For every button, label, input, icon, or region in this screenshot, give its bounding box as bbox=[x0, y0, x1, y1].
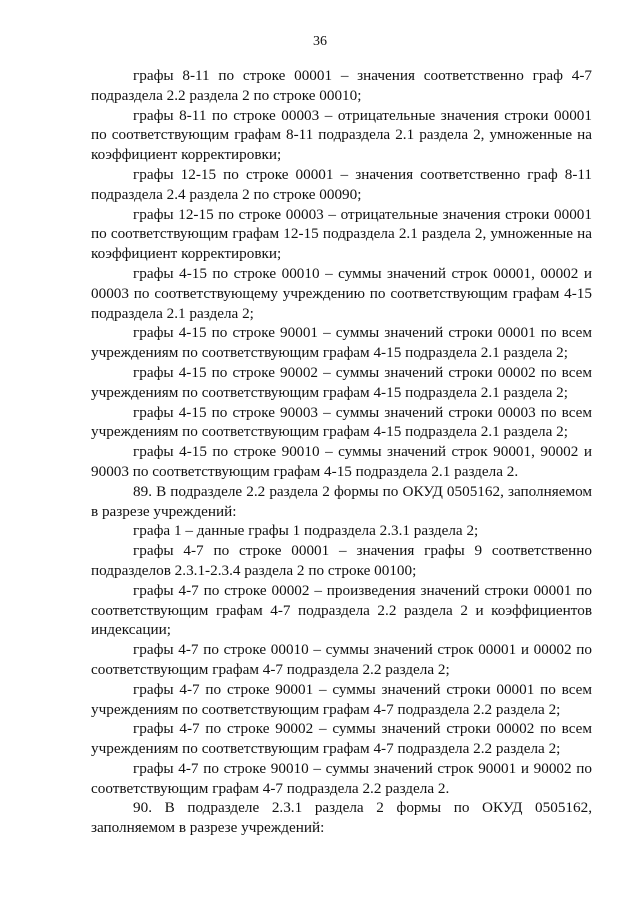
numbered-paragraph-90: 90. В подразделе 2.3.1 раздела 2 формы по ОКУД 0505162, заполняемом в разрезе учреждений: bbox=[91, 799, 592, 837]
paragraph: графы 4-15 по строке 00010 – суммы значений строк 00001, 00002 и 00003 по соответствующему учреждению по соответствующим графам 4-15 подраздела 2.1 раздела 2; bbox=[91, 264, 592, 322]
paragraph: графы 12-15 по строке 00003 – отрицательные значения строки 00001 по соответствующим графам 12-15 подраздела 2.1 раздела 2, умноженные на коэффициент корректировки; bbox=[91, 205, 592, 263]
paragraph: графы 12-15 по строке 00001 – значения соответственно граф 8-11 подраздела 2.4 раздела 2 по строке 00090; bbox=[91, 165, 592, 203]
paragraph: графы 8-11 по строке 00003 – отрицательные значения строки 00001 по соответствующим графам 8-11 подраздела 2.1 раздела 2, умноженные на коэффициент корректировки; bbox=[91, 106, 592, 164]
numbered-paragraph-89: 89. В подразделе 2.2 раздела 2 формы по ОКУД 0505162, заполняемом в разрезе учреждений: bbox=[91, 482, 592, 520]
paragraph: графы 4-7 по строке 90010 – суммы значений строк 90001 и 90002 по соответствующим графам 4-7 подраздела 2.2 раздела 2. bbox=[91, 759, 592, 797]
paragraph: графы 4-7 по строке 90002 – суммы значений строки 00002 по всем учреждениям по соответствующим графам 4-7 подраздела 2.2 раздела 2; bbox=[91, 720, 592, 758]
page-number: 36 bbox=[313, 34, 327, 49]
paragraph: графа 1 – данные графы 1 подраздела 2.3.1 раздела 2; bbox=[133, 522, 479, 540]
paragraph: графы 4-15 по строке 90003 – суммы значений строки 00003 по всем учреждениям по соответствующим графам 4-15 подраздела 2.1 раздела 2; bbox=[91, 403, 592, 441]
paragraph: графы 4-7 по строке 00001 – значения графы 9 соответственно подразделов 2.3.1-2.3.4 раздела 2 по строке 00100; bbox=[91, 542, 592, 579]
body-text bbox=[91, 66, 592, 838]
paragraph: графы 4-7 по строке 00002 – произведения значений строки 00001 по соответствующим графам 4-7 подраздела 2.2 раздела 2 и коэффициентов индексации; bbox=[91, 581, 592, 639]
paragraph: графы 4-7 по строке 90001 – суммы значений строки 00001 по всем учреждениям по соответствующим графам 4-7 подраздела 2.2 раздела 2; bbox=[91, 680, 592, 718]
paragraph: графы 8-11 по строке 00001 – значения соответственно граф 4-7 подраздела 2.2 раздела 2 по строке 00010; bbox=[91, 67, 592, 104]
paragraph: графы 4-15 по строке 90002 – суммы значений строки 00002 по всем учреждениям по соответствующим графам 4-15 подраздела 2.1 раздела 2; bbox=[91, 363, 592, 401]
paragraph: графы 4-7 по строке 00010 – суммы значений строк 00001 и 00002 по соответствующим графам 4-7 подраздела 2.2 раздела 2; bbox=[91, 641, 592, 678]
paragraph: графы 4-15 по строке 90001 – суммы значений строки 00001 по всем учреждениям по соответствующим графам 4-15 подраздела 2.1 раздела 2; bbox=[91, 324, 592, 362]
paragraph: графы 4-15 по строке 90010 – суммы значений строк 90001, 90002 и 90003 по соответствующим графам 4-15 подраздела 2.1 раздела 2. bbox=[91, 443, 592, 480]
